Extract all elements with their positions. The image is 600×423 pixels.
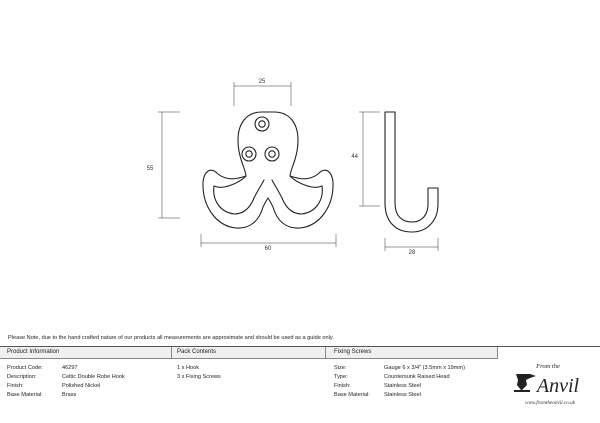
- pack-contents-column: [172, 347, 326, 423]
- hook-front-inner-left: [214, 176, 264, 214]
- logo-url: www.fromtheanvil.co.uk: [525, 400, 575, 406]
- anvil-logo: [500, 352, 600, 420]
- screw-size-value: Gauge 6 x 3/4" (3.5mm x 19mm): [384, 365, 465, 371]
- dim-side-depth: 28: [408, 250, 416, 256]
- finish-label: Finish:: [7, 383, 24, 389]
- description-value: Celtic Double Robe Hook: [62, 374, 125, 380]
- hook-side-outline: [385, 112, 438, 232]
- screw-size-label: Size:: [334, 365, 347, 371]
- pack-item: 1 x Hook: [177, 365, 200, 371]
- screw-material-value: Stainless Steel: [384, 392, 422, 398]
- fixing-screws-column: [326, 347, 498, 423]
- screw-type-label: Type:: [334, 374, 348, 380]
- dim-side-height: 44: [351, 154, 358, 160]
- finish-value: Polished Nickel: [62, 383, 101, 389]
- description-label: Description:: [7, 374, 37, 380]
- screw-hole-left: [242, 147, 256, 161]
- dim-top-width: 25: [258, 79, 266, 85]
- fixing-screws-heading: Fixing Screws: [326, 347, 498, 359]
- screw-type-value: Countersunk Raised Head: [384, 374, 450, 380]
- product-info-heading: Product Information: [0, 347, 172, 359]
- screw-material-label: Base Material:: [334, 392, 370, 398]
- product-info-column: [0, 347, 172, 423]
- screw-finish-label: Finish:: [334, 383, 351, 389]
- product-code-label: Product Code:: [7, 365, 43, 371]
- screw-hole-top: [255, 117, 269, 131]
- logo-name: Anvil: [536, 375, 580, 397]
- measurement-note: Please Note, due to the hand crafted nature of our products all measurements are approximate and should be used as a guide only.: [8, 335, 334, 341]
- dim-width: 60: [264, 246, 272, 252]
- screw-finish-value: Stainless Steel: [384, 383, 422, 389]
- hook-front-inner-right: [272, 176, 322, 214]
- dim-height: 55: [146, 166, 154, 172]
- logo-from-the: From the: [536, 363, 560, 370]
- pack-contents-heading: Pack Contents: [172, 347, 326, 359]
- base-material-label: Base Material:: [7, 392, 43, 398]
- base-material-value: Brass: [62, 392, 77, 398]
- anvil-icon: [514, 374, 536, 392]
- screw-hole-right: [265, 147, 279, 161]
- product-code-value: 46297: [62, 365, 78, 371]
- pack-item: 3 x Fixing Screws: [177, 374, 221, 380]
- hook-front-outline: [203, 112, 333, 228]
